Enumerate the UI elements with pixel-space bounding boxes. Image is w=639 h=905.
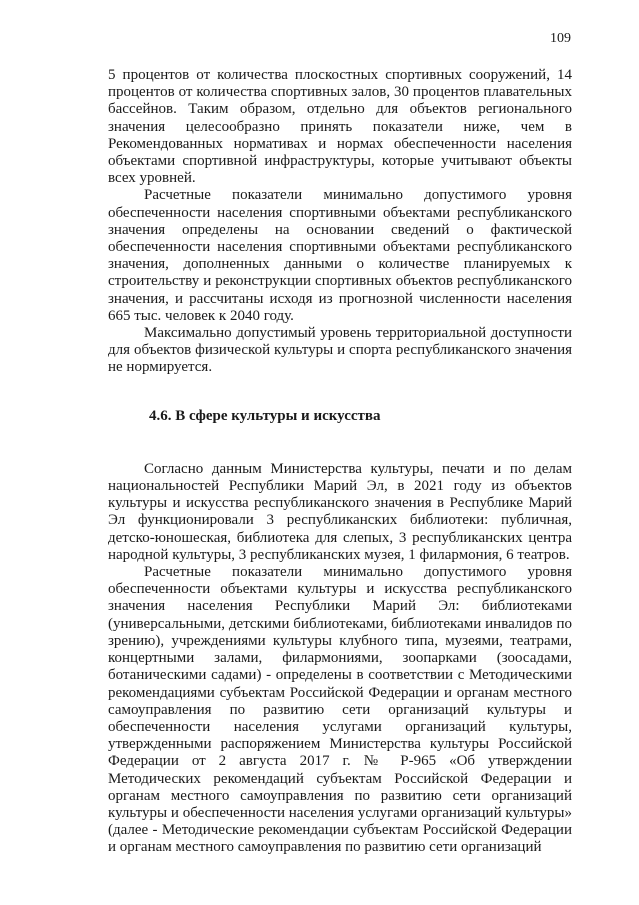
- paragraph-sports-accessibility: Максимально допустимый уровень территориальной доступности для объектов физической культуры и спорта республиканского значения не нормируется.: [108, 325, 572, 376]
- page-number: 109: [550, 31, 571, 46]
- document-body: [108, 67, 572, 857]
- paragraph-sports-indicators: Расчетные показатели минимально допустимого уровня обеспеченности населения спортивными объектами республиканского значения определены на основании сведений о фактической обеспеченности населения спортивными объектами республиканского значения, дополненных данными о количестве планируемых к строительству и реконструкции спортивных объектов республиканского значения, и рассчитаны исходя из прогнозной численности населения 665 тыс. человек к 2040 году.: [108, 187, 572, 324]
- section-heading-culture: 4.6. В сфере культуры и искусства: [149, 407, 381, 424]
- paragraph-culture-facilities: Согласно данным Министерства культуры, печати и по делам национальностей Республики Марий Эл, в 2021 году из объектов культуры и искусства республиканского значения в Республике Марий Эл функционировали 3 республиканских библиотеки: публичная, детско-юношеская, библиотека для слепых, 3 республиканских центра народной культуры, 3 республиканских музея, 1 филармония, 6 театров.: [108, 460, 572, 563]
- paragraph-sports-percentages: 5 процентов от количества плоскостных спортивных сооружений, 14 процентов от количества спортивных залов, 30 процентов плавательных бассейнов. Таким образом, отдельно для объектов регионального значения целесообразно принять показатели ниже, чем в Рекомендованных нормативах и нормах обеспеченности населения объектами спортивной инфраструктуры, которые учитывают объекты всех уровней.: [108, 67, 572, 187]
- paragraph-culture-indicators: Расчетные показатели минимально допустимого уровня обеспеченности объектами культуры и искусства республиканского значения населения Республики Марий Эл: библиотеками (универсальными, детскими библиотеками, библиотеками инвалидов по зрению), учреждениями культуры клубного типа, музеями, театрами, концертными залами, филармониями, зоопарками (зоосадами, ботаническими садами) - определены в соответствии с Методическими рекомендациями субъектам Российской Федерации и органам местного самоуправления по развитию сети организаций культуры и обеспеченности населения услугами организаций культуры, утвержденными распоряжением Министерства культуры Российской Федерации от 2 августа 2017 г. № Р-965 «Об утверждении Методических рекомендаций субъектам Российской Федерации и органам местного самоуправления по развитию сети организаций культуры и обеспеченности населения услугами организаций культуры» (далее - Методические рекомендации субъектам Российской Федерации и органам местного самоуправления по развитию сети организаций: [108, 564, 572, 856]
